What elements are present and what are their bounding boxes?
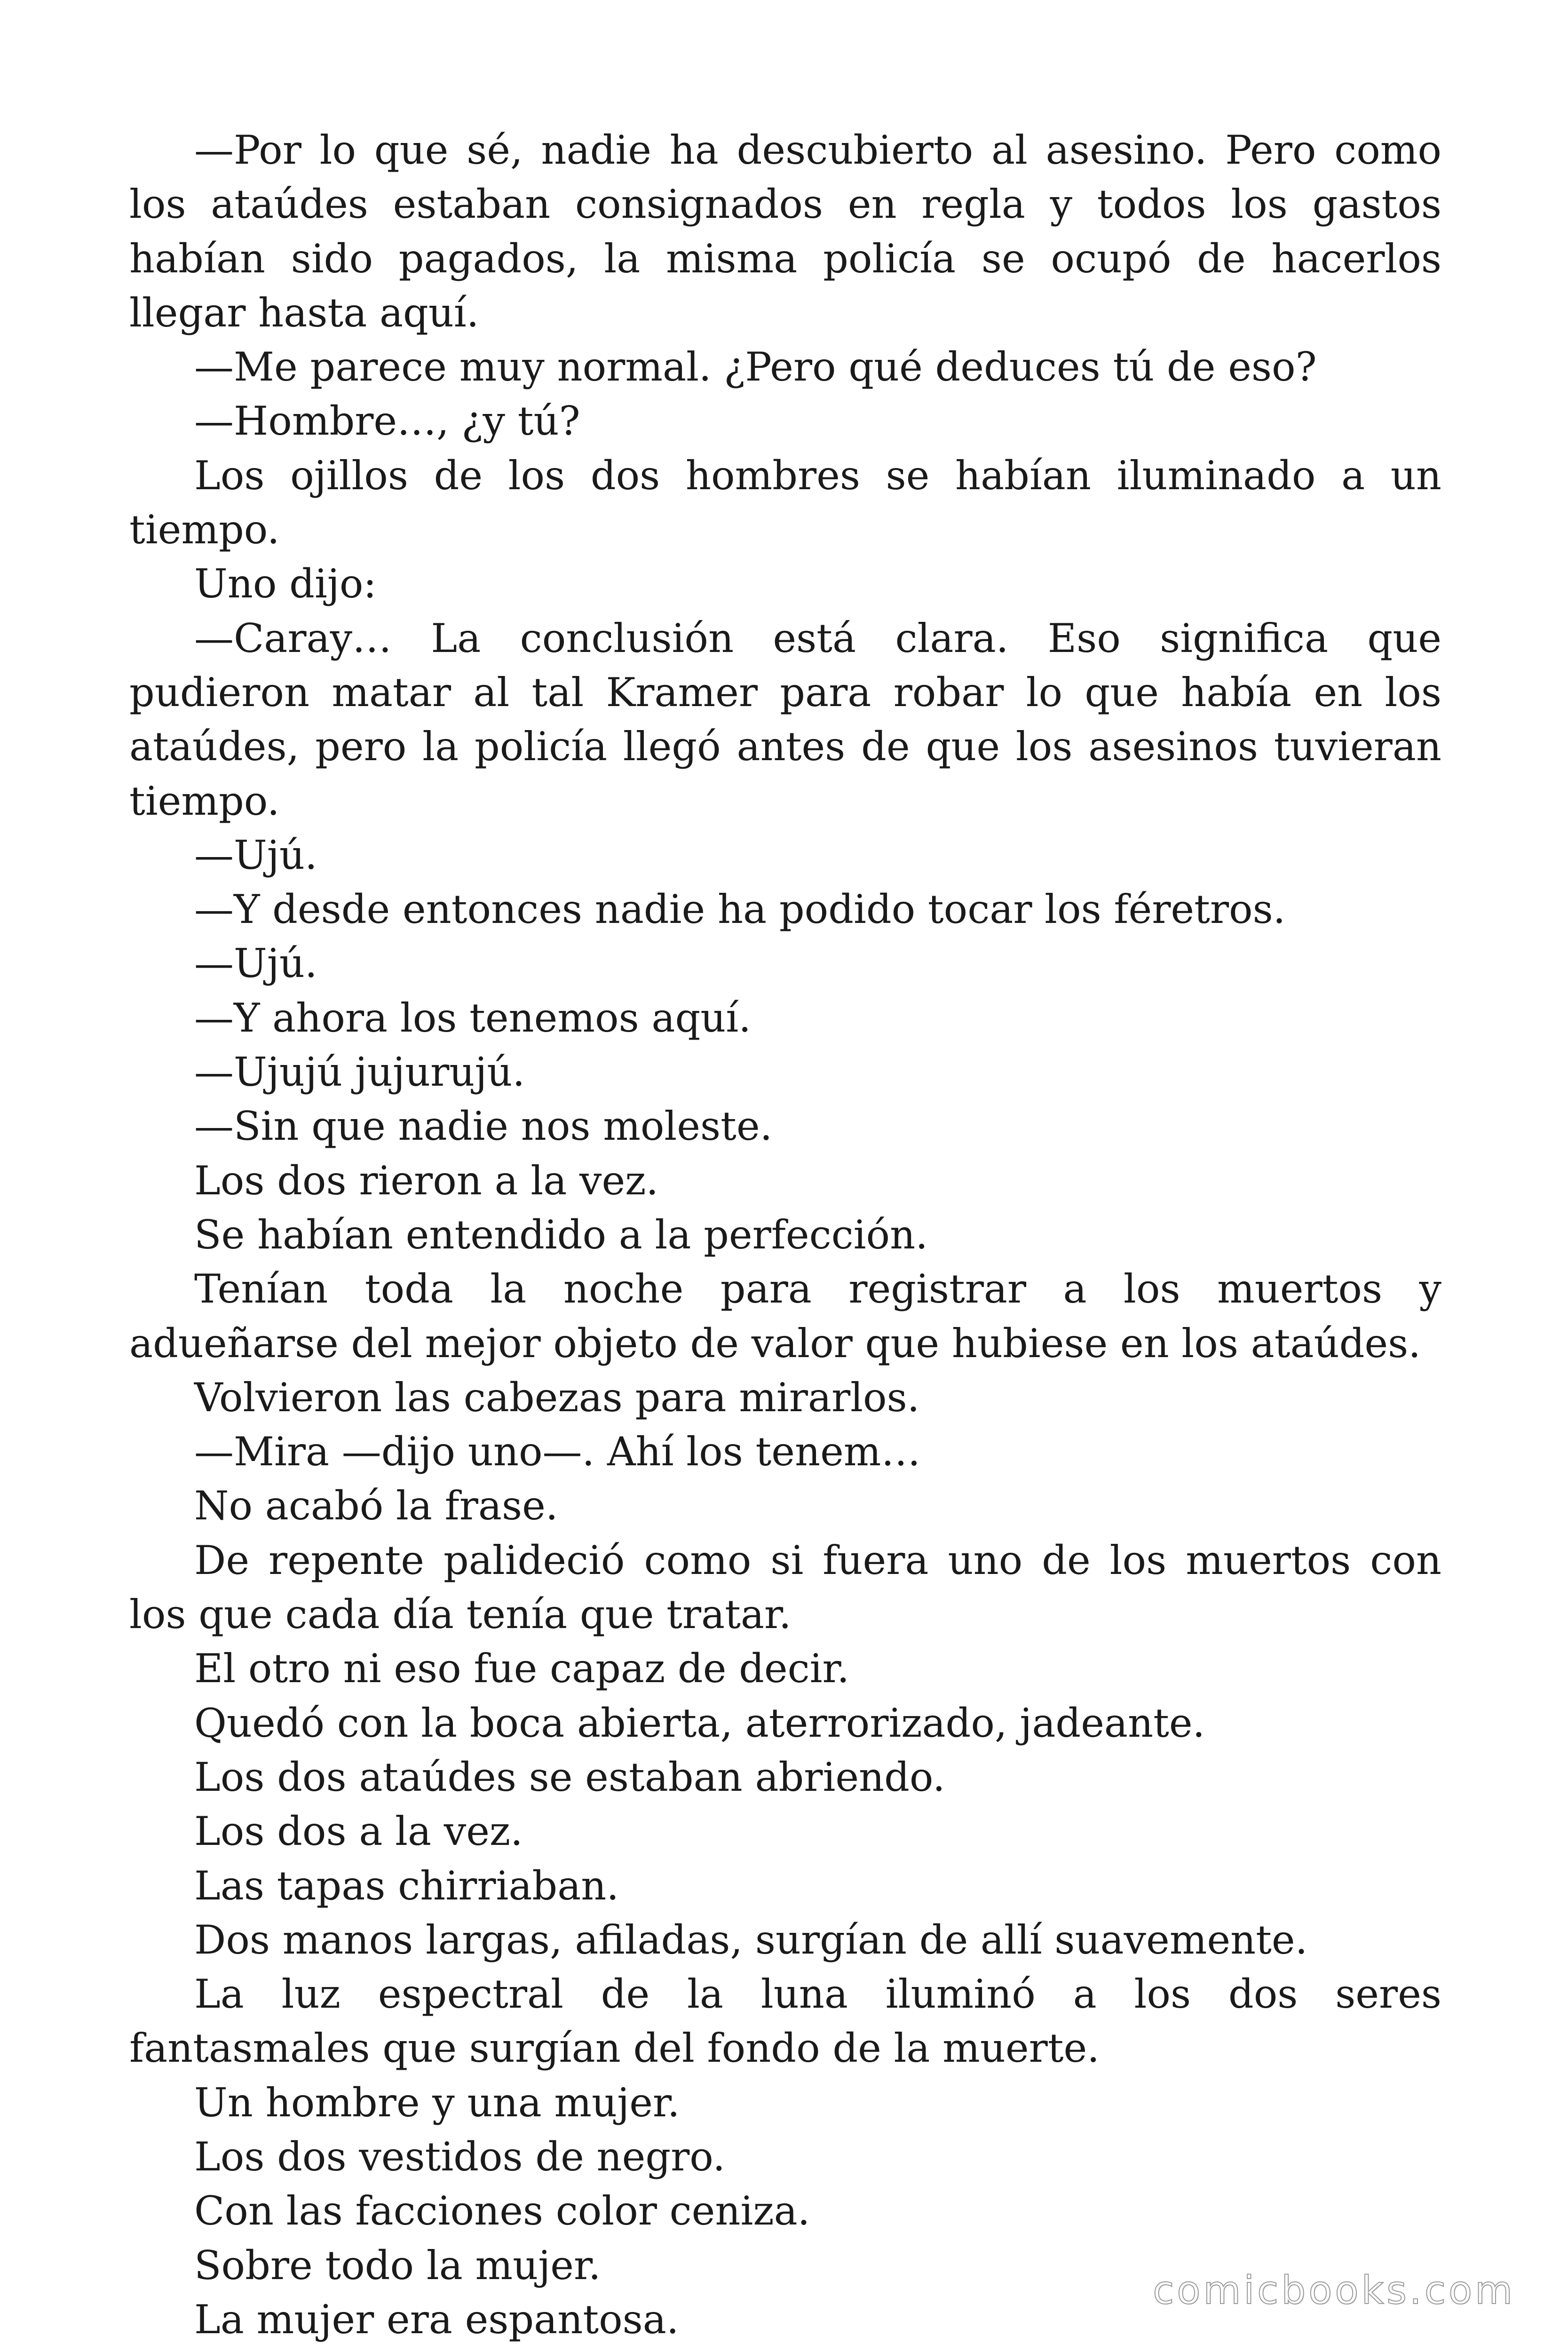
body-text (129, 123, 1441, 2347)
paragraph: Los ojillos de los dos hombres se habían iluminado a un tiempo. (129, 452, 1441, 553)
paragraph: Dos manos largas, afiladas, surgían de allí suavemente. (194, 1916, 1308, 1963)
paragraph: Volvieron las cabezas para mirarlos. (194, 1374, 920, 1421)
paragraph: Con las facciones color ceniza. (194, 2188, 810, 2234)
paragraph: —Me parece muy normal. ¿Pero qué deduces tú de eso? (194, 344, 1317, 390)
paragraph: —Por lo que sé, nadie ha descubierto al asesino. Pero como los ataúdes estaban consignados en regla y todos los gastos habían sido pagados, la misma policía se ocupó de hacerlos llegar hasta aquí. (129, 127, 1441, 336)
paragraph: Se habían entendido a la perfección. (194, 1211, 928, 1258)
paragraph: —Mira —dijo uno—. Ahí los tenem… (194, 1429, 921, 1475)
paragraph: Quedó con la boca abierta, aterrorizado, jadeante. (194, 1700, 1205, 1746)
paragraph: Los dos vestidos de negro. (194, 2133, 726, 2180)
paragraph: De repente palideció como si fuera uno de los muertos con los que cada día tenía que tratar. (129, 1537, 1441, 1638)
paragraph: —Y desde entonces nadie ha podido tocar los féretros. (194, 886, 1286, 933)
paragraph: Los dos rieron a la vez. (194, 1157, 659, 1204)
paragraph: Los dos a la vez. (194, 1808, 523, 1855)
paragraph: El otro ni eso fue capaz de decir. (194, 1645, 850, 1692)
paragraph: Los dos ataúdes se estaban abriendo. (194, 1754, 945, 1800)
paragraph: —Ujú. (194, 940, 317, 987)
paragraph: —Sin que nadie nos moleste. (194, 1103, 773, 1150)
paragraph: No acabó la frase. (194, 1483, 558, 1529)
paragraph: Las tapas chirriaban. (194, 1862, 619, 1909)
paragraph: La mujer era espantosa. (194, 2296, 679, 2343)
paragraph: Uno dijo: (194, 561, 377, 607)
paragraph: —Hombre…, ¿y tú? (194, 398, 580, 445)
paragraph: —Y ahora los tenemos aquí. (194, 994, 751, 1041)
paragraph: Sobre todo la mujer. (194, 2242, 601, 2288)
paragraph: —Ujú. (194, 832, 317, 878)
watermark: comicbooks.com (1153, 2268, 1515, 2313)
paragraph: Tenían toda la noche para registrar a los muertos y adueñarse del mejor objeto de valor que hubiese en los ataúdes. (129, 1266, 1441, 1367)
paragraph: La luz espectral de la luna iluminó a los dos seres fantasmales que surgían del fondo de la muerte. (129, 1971, 1441, 2072)
paragraph: —Caray… La conclusión está clara. Eso significa que pudieron matar al tal Kramer para robar lo que había en los ataúdes, pero la policía llegó antes de que los asesinos tuvieran tiempo. (129, 615, 1441, 824)
paragraph: Un hombre y una mujer. (194, 2079, 680, 2126)
paragraph: —Ujujú jujurujú. (194, 1049, 525, 1096)
